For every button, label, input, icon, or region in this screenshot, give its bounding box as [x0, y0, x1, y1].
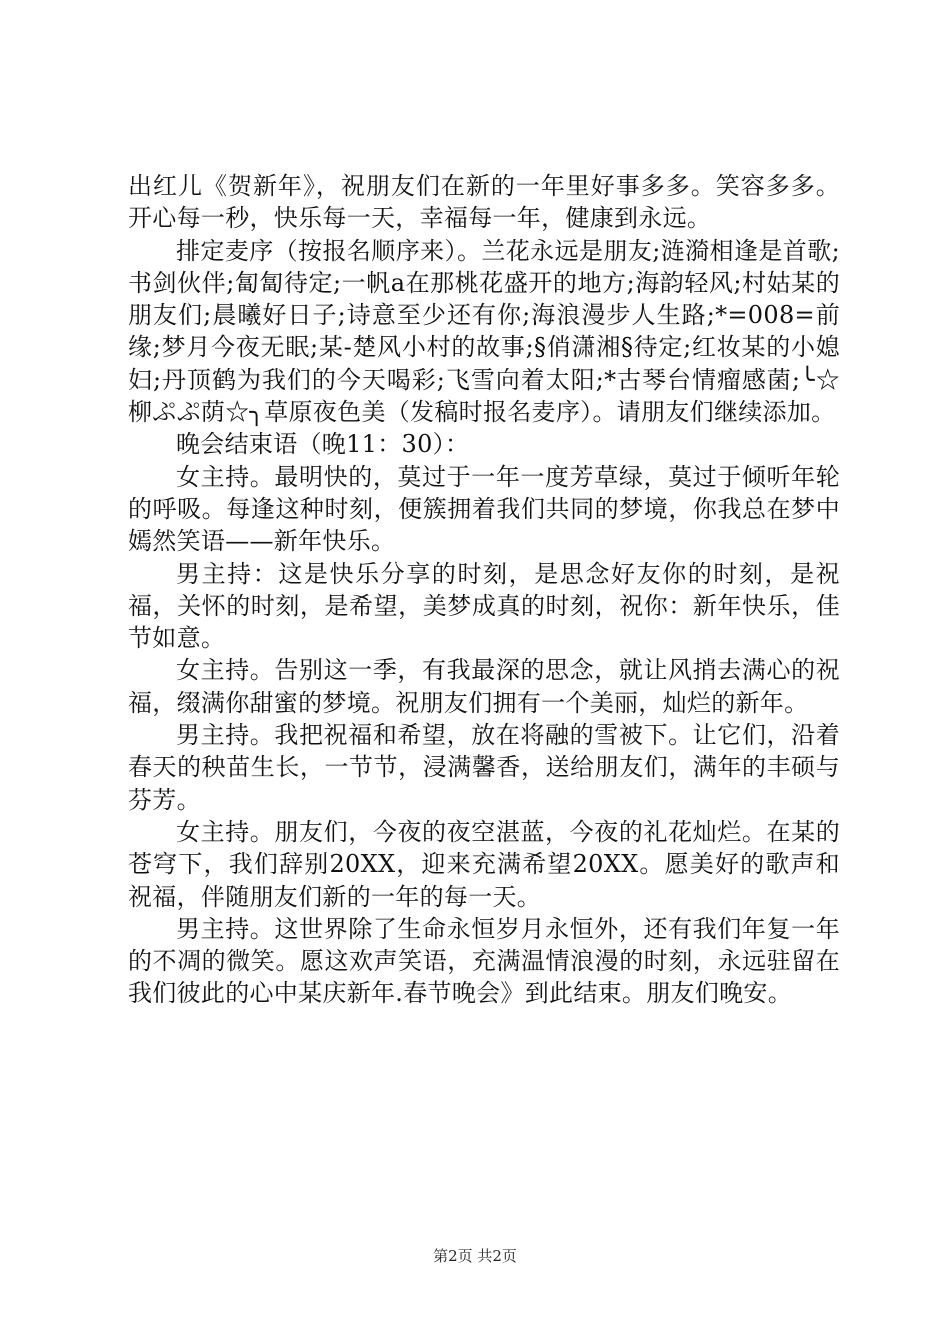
- paragraph-mic-order: 排定麦序（按报名顺序来）。兰花永远是朋友;涟漪相逢是首歌;书剑伙伴;匐匐待定;一帆a在那桃花盛开的地方;海韵轻风;村姑某的朋友们;晨曦好日子;诗意至少还有你;海浪漫步人生路;*=008=前缘;梦月今夜无眠;某-楚风小村的故事;§俏潇湘§待定;红妆某的小媳妇;丹顶鹤为我们的今天喝彩;飞雪向着太阳;*古琴台情瘤感菌;╰☆柳ぷぷ荫☆╮草原夜色美（发稿时报名麦序）。请朋友们继续添加。: [128, 236, 840, 427]
- paragraph-male-host-3: 男主持。这世界除了生命永恒岁月永恒外，还有我们年复一年的不凋的微笑。愿这欢声笑语，充满温情浪漫的时刻，永远驻留在我们彼此的心中某庆新年.春节晚会》到此结束。朋友们晚安。: [128, 914, 840, 1008]
- paragraph-closing-heading: 晚会结束语（晚11：30）：: [176, 430, 470, 459]
- document-body: [128, 170, 840, 1010]
- paragraph-male-host-1: 男主持：这是快乐分享的时刻，是思念好友你的时刻，是祝福，关怀的时刻，是希望，美梦成真的时刻，祝你：新年快乐，佳节如意。: [128, 559, 840, 653]
- paragraph-continuation: 出红儿《贺新年》，祝朋友们在新的一年里好事多多。笑容多多。开心每一秒，快乐每一天，幸福每一年，健康到永远。: [128, 172, 840, 233]
- page-footer: 第2页 共2页: [433, 1247, 517, 1265]
- paragraph-male-host-2: 男主持。我把祝福和希望，放在将融的雪被下。让它们，沿着春天的秧苗生长，一节节，浸满馨香，送给朋友们，满年的丰硕与芬芳。: [128, 721, 840, 814]
- paragraph-female-host-2: 女主持。告别这一季，有我最深的思念，就让风捎去满心的祝福，缀满你甜蜜的梦境。祝朋友们拥有一个美丽，灿烂的新年。: [128, 656, 840, 717]
- paragraph-female-host-1: 女主持。最明快的，莫过于一年一度芳草绿，莫过于倾听年轮的呼吸。每逢这种时刻，便簇拥着我们共同的梦境，你我总在梦中嫣然笑语——新年快乐。: [128, 462, 840, 556]
- paragraph-female-host-3: 女主持。朋友们，今夜的夜空湛蓝，今夜的礼花灿烂。在某的苍穹下，我们辞别20XX，迎来充满希望20XX。愿美好的歌声和祝福，伴随朋友们新的一年的每一天。: [128, 817, 840, 911]
